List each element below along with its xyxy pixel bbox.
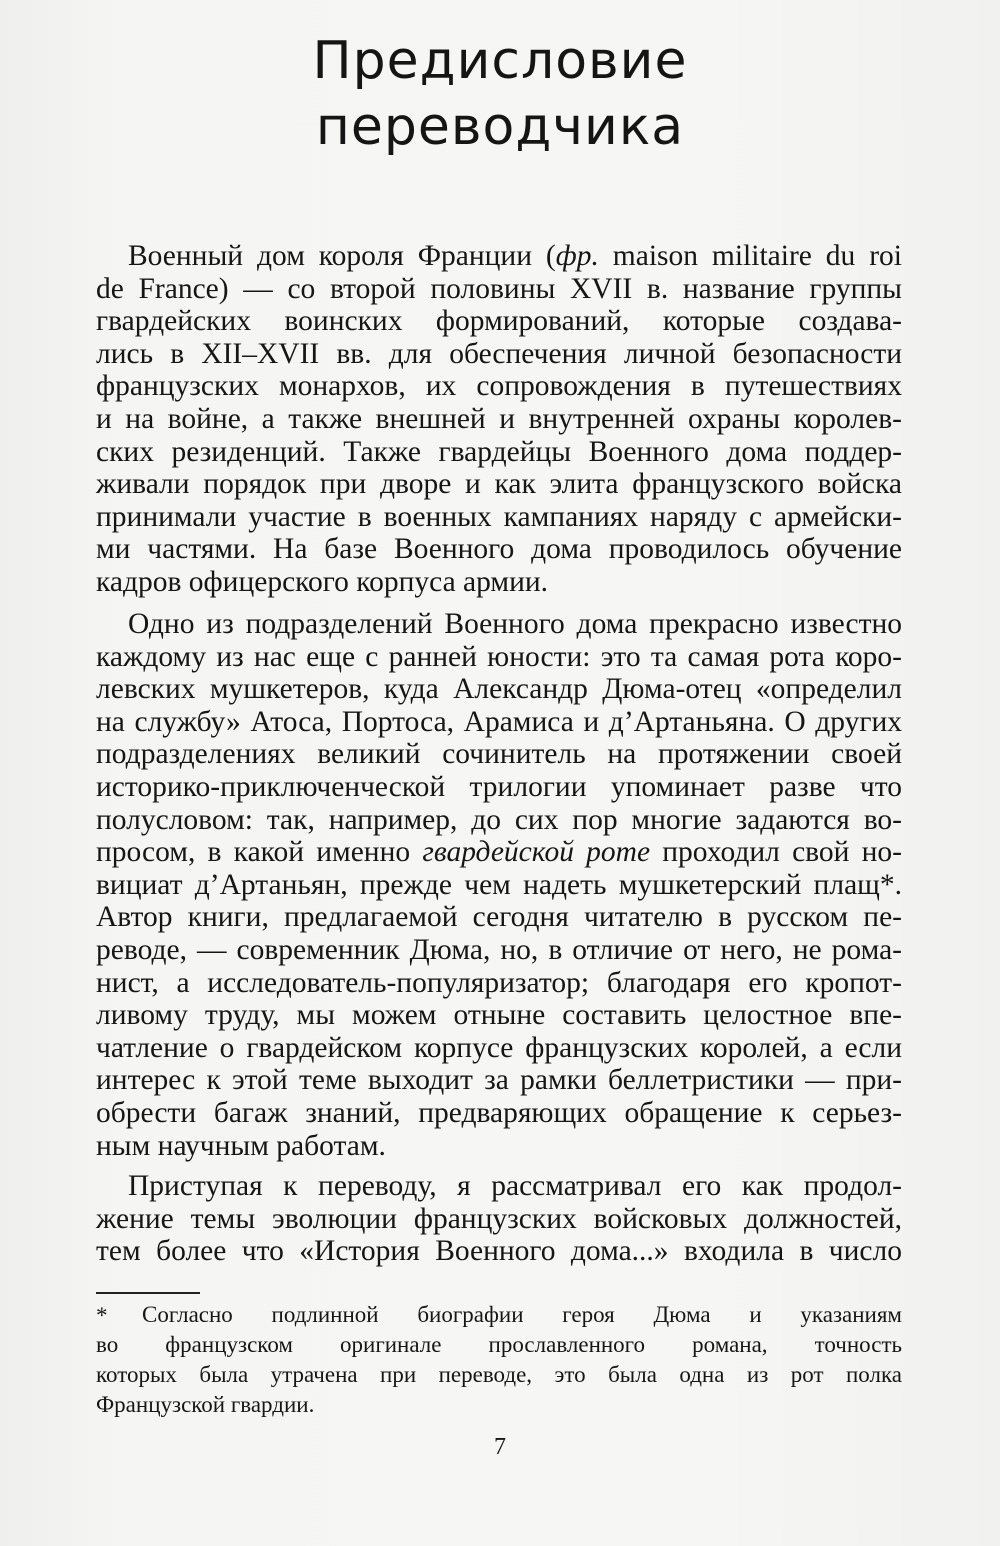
footnote-line-4: Французской гвардии. bbox=[96, 1392, 315, 1417]
paragraph-2-line-4: на службу» Атоса, Портоса, Арамиса и д’Артаньяна. О других bbox=[96, 705, 902, 738]
paragraph-1-line-10: ми частями. На базе Военного дома проводилось обучение bbox=[96, 533, 902, 566]
paragraph-3-line-2: жение темы эволюции французских войсковых должностей, bbox=[96, 1202, 902, 1235]
page-number: 7 bbox=[494, 1434, 506, 1460]
paragraph-2-line-6: историко-приключенческой трилогии упоминает разве что bbox=[96, 771, 902, 803]
footnote-asterisk: * bbox=[96, 1303, 108, 1328]
paragraph-2-line-14: чатление о гвардейском корпусе французских королей, а если bbox=[96, 1031, 902, 1064]
paragraph-2-line-16: обрести багаж знаний, предваряющих обращение к серьез- bbox=[96, 1097, 902, 1129]
footnote-line-2: во французском оригинале прославленного романа, точность bbox=[96, 1332, 902, 1357]
paragraph-2-line-12: нист, а исследователь-популяризатор; благодаря его кропот- bbox=[96, 966, 902, 999]
paragraph-2-line-7: полусловом: так, например, до сих пор многие задаются во- bbox=[96, 803, 902, 836]
italic-abbreviation: фр. bbox=[555, 240, 599, 272]
text-run: просом, в какой именно bbox=[96, 836, 423, 869]
paragraph-1-line-11: кадров офицерского корпуса армии. bbox=[96, 566, 549, 598]
text-run: Военный дом короля Франции ( bbox=[128, 240, 556, 272]
text-run: проходил свой но- bbox=[650, 836, 902, 869]
paragraph-2-line-2: каждому из нас еще с ранней юности: это та самая рота коро- bbox=[96, 640, 902, 673]
paragraph-2-line-3: левских мушкетеров, куда Александр Дюма-отец «определил bbox=[96, 673, 902, 706]
paragraph-2-line-13: ливому труду, мы можем отныне составить целостное впе- bbox=[96, 999, 902, 1032]
text-run: maison militaire du roi bbox=[598, 240, 902, 272]
paragraph-3-line-1: Приступая к переводу, я рассматривал его как продол- bbox=[128, 1170, 902, 1202]
chapter-title-line-2: переводчика bbox=[315, 97, 685, 157]
paragraph-1-line-4: лись в XII–XVII вв. для обеспечения личной безопасности bbox=[96, 337, 902, 370]
footnote-line-3: которых была утрачена при переводе, это была одна из рот полка bbox=[96, 1362, 902, 1387]
paragraph-2-line-5: подразделениях великий сочинитель на протяжении своей bbox=[96, 738, 902, 771]
italic-phrase: гвардейской роте bbox=[422, 836, 651, 869]
paragraph-1-line-3: гвардейских воинских формирований, которые создава- bbox=[96, 305, 902, 338]
paragraph-2-line-10: Автор книги, предлагаемой сегодня читателю в русском пе- bbox=[96, 901, 902, 934]
footnote-line-1: Согласно подлинной биографии героя Дюма и указаниям bbox=[142, 1302, 902, 1327]
paragraph-2-line-17: ным научным работам. bbox=[96, 1129, 386, 1162]
paragraph-2-line-9: вициат д’Артаньян, прежде чем надеть мушкетерский плащ*. bbox=[96, 868, 902, 901]
paragraph-1-line-6: и на войне, а также внешней и внутренней охраны королев- bbox=[96, 403, 902, 435]
paragraph-1-line-5: французских монархов, их сопровождения в путешествиях bbox=[96, 370, 902, 403]
paragraph-1-line-9: принимали участие в военных кампаниях наряду с армейски- bbox=[96, 500, 902, 533]
paragraph-1-line-8: живали порядок при дворе и как элита французского войска bbox=[96, 468, 902, 501]
footnote-separator bbox=[96, 1292, 200, 1294]
paragraph-3-line-3: тем более что «История Военного дома...» входила в число bbox=[96, 1235, 902, 1268]
paragraph-2-line-1: Одно из подразделений Военного дома прекрасно известно bbox=[128, 608, 902, 640]
chapter-title-line-1: Предисловие bbox=[312, 31, 688, 91]
paragraph-1-line-7: ских резиденций. Также гвардейцы Военного дома поддер- bbox=[96, 435, 902, 468]
paragraph-2-line-15: интерес к этой теме выходит за рамки беллетристики — при- bbox=[96, 1064, 902, 1097]
paragraph-2-line-11: реводе, — современник Дюма, но, в отличие от него, не рома- bbox=[96, 934, 902, 966]
paragraph-1-line-2: de France) — со второй половины XVII в. название группы bbox=[96, 272, 902, 305]
